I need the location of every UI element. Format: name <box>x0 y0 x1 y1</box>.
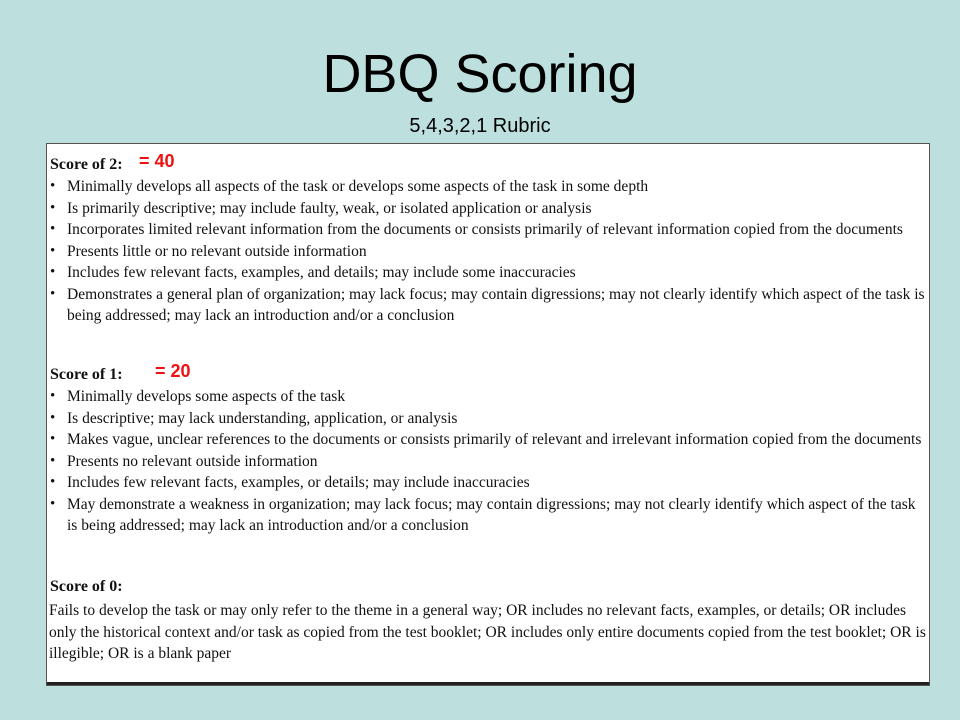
score-1-point-value: = 20 <box>155 361 191 381</box>
criteria-item: • May demonstrate a weakness in organization; may lack focus; may contain digressions; may not clearly identify which aspect of the task is being addressed; may lack an introduction and/or a conclusion <box>47 494 929 537</box>
criteria-item: • Demonstrates a general plan of organization; may lack focus; may contain digressions; may not clearly identify which aspect of the task is being addressed; may lack an introduction and/or a conclusion <box>47 284 929 327</box>
score-1-criteria-list <box>47 386 929 537</box>
criteria-item: • Incorporates limited relevant information from the documents or consists primarily of relevant information copied from the documents <box>47 219 929 241</box>
score-0-heading-text: Score of 0: <box>50 578 123 595</box>
criteria-item: • Is descriptive; may lack understanding, application, or analysis <box>47 408 929 430</box>
score-0-description: Fails to develop the task or may only refer to the theme in a general way; OR includes no relevant facts, examples, or details; OR includes only the historical context and/or task as copied from the test booklet; OR includes only entire documents copied from the test booklet; OR is illegible; OR is a blank paper <box>49 602 926 662</box>
criteria-item: • Is primarily descriptive; may include faulty, weak, or isolated application or analysis <box>47 198 929 220</box>
criteria-item: • Makes vague, unclear references to the documents or consists primarily of relevant and irrelevant information copied from the documents <box>47 429 929 451</box>
score-2-criteria-list <box>47 176 929 327</box>
score-1-heading-text: Score of 1: <box>50 366 123 383</box>
criteria-item: • Presents no relevant outside information <box>47 451 929 473</box>
criteria-item: • Presents little or no relevant outside information <box>47 241 929 263</box>
score-2-section <box>47 151 929 327</box>
panel-bottom-rule <box>47 682 929 685</box>
criteria-item: • Includes few relevant facts, examples, and details; may include some inaccuracies <box>47 262 929 284</box>
score-2-heading <box>47 151 929 176</box>
score-1-heading <box>47 361 929 386</box>
criteria-item: • Includes few relevant facts, examples, or details; may include inaccuracies <box>47 472 929 494</box>
rubric-scan-panel <box>46 143 930 686</box>
slide-title: DBQ Scoring <box>322 44 638 104</box>
criteria-item: • Minimally develops all aspects of the task or develops some aspects of the task in some depth <box>47 176 929 198</box>
criteria-item: • Minimally develops some aspects of the task <box>47 386 929 408</box>
score-0-heading <box>47 576 929 598</box>
slide-subtitle: 5,4,3,2,1 Rubric <box>409 115 551 137</box>
score-2-heading-text: Score of 2: <box>50 156 123 173</box>
score-2-point-value: = 40 <box>139 151 175 171</box>
score-0-section <box>47 576 929 665</box>
score-1-section <box>47 361 929 537</box>
